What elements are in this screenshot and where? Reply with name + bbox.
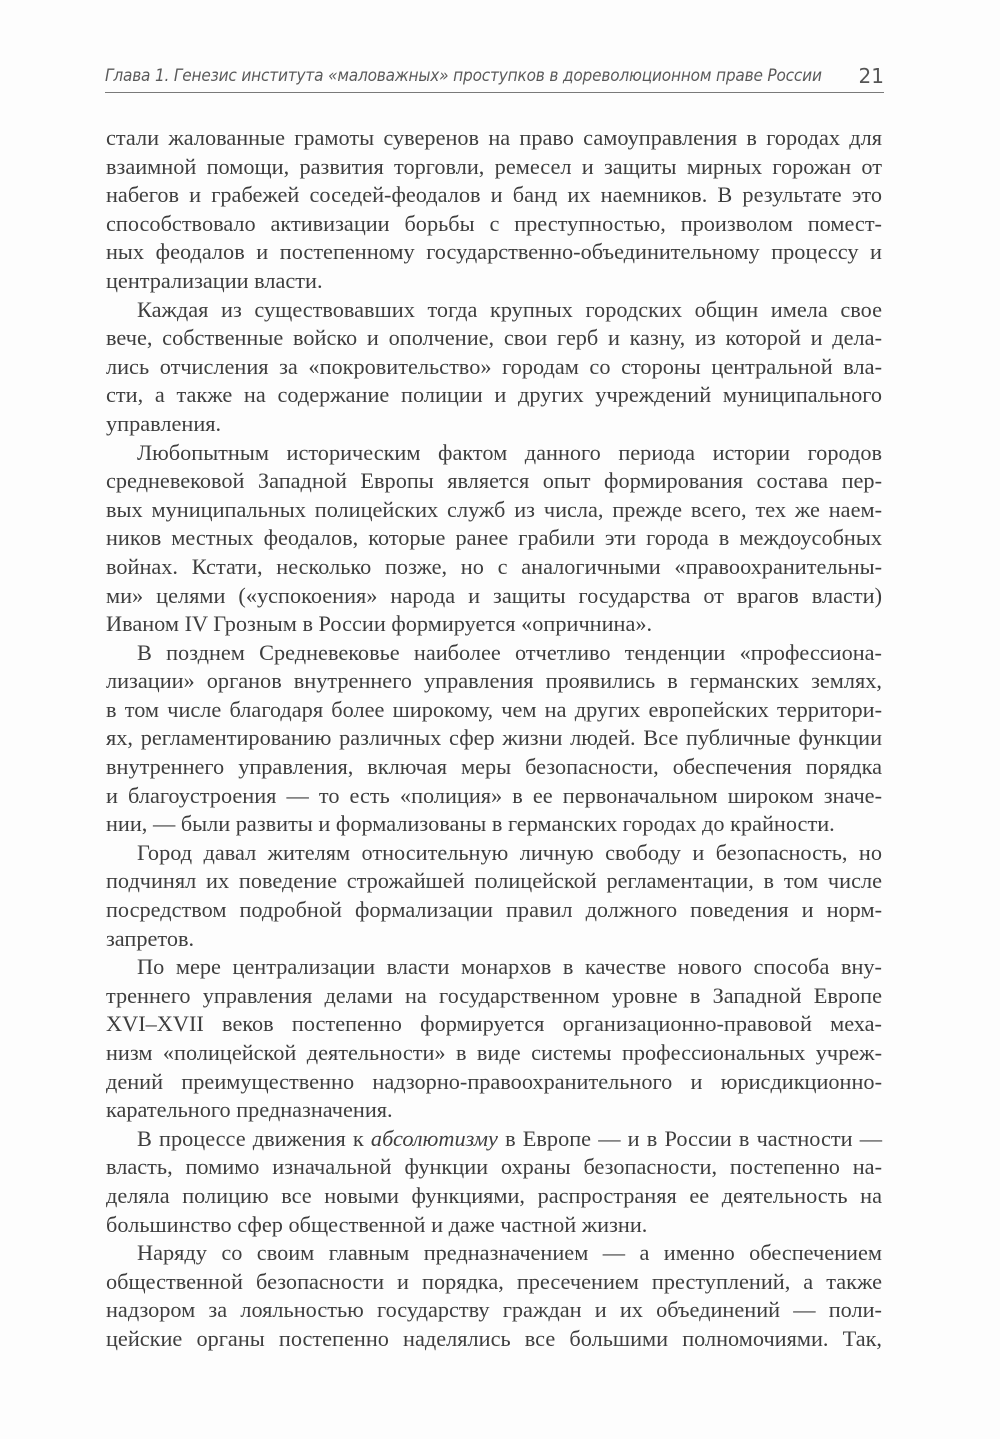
running-header [105,62,884,93]
text-line: внутреннего управления, включая меры безопасности, обеспечения порядка [106,754,882,780]
paragraph [106,439,882,639]
text-line: нии, — были развиты и формализованы в германских городах до крайности. [106,811,835,837]
text-line: централизации власти. [106,267,323,293]
text-line: Иваном IV Грозным в России формируется «опричнина». [106,611,653,637]
text-line: По мере централизации власти монархов в качестве нового способа вну- [137,954,882,980]
text-line: лись отчисления за «покровительство» городам со стороны центральной вла- [106,353,882,379]
text-line: в том числе благодаря более широкому, чем на других европейских территори- [106,696,882,722]
text-line: взаимной помощи, развития торговли, ремесел и защиты мирных горожан от [106,153,882,179]
text-line: вых муниципальных полицейских служб из числа, прежде всего, тех же наем- [106,496,882,522]
paragraph [106,639,882,839]
page-number: 21 [858,64,884,88]
text-line: цейские органы постепенно наделялись все большими полномочиями. Так, [106,1325,882,1351]
italic-term: абсолютизму [370,1125,498,1151]
text-line: ников местных феодалов, которые ранее грабили эти города в междоусобных [106,525,882,551]
text-line: стали жалованные грамоты суверенов на право самоуправления в городах для [106,125,882,150]
text-line: лизации» органов внутреннего управления проявились в германских землях, [106,668,882,694]
text-line: способствовало активизации борьбы с преступностью, произволом помест- [106,210,882,236]
text-line: Город давал жителям относительную личную свободу и безопасность, но [137,839,882,865]
text-line: Наряду со своим главным предназначением — а именно обеспечением [137,1240,882,1266]
text-line: посредством подробной формализации правил должного поведения и норм- [106,897,882,923]
text-line: карательного предназначения. [106,1097,393,1123]
text-line: подчинял их поведение строжайшей полицейской регламентации, в том числе [106,868,882,894]
text-line: В позднем Средневековье наиболее отчетливо тенденции «профессиона- [137,639,882,665]
body-text [106,124,882,1354]
chapter-title: Глава 1. Генезис института «маловажных» проступков в дореволюционном праве России [105,66,822,85]
text-line: средневековой Западной Европы является опыт формирования состава пер- [106,468,882,494]
text-line: большинство сфер общественной и даже частной жизни. [106,1211,648,1237]
text-line: вече, собственные войско и ополчение, свои герб и казну, из которой и дела- [106,325,882,351]
text-line: управления. [106,410,222,436]
paragraph [106,1239,882,1353]
text-line: низм «полицейской деятельности» в виде системы профессиональных учреж- [106,1040,882,1065]
text-line: деляла полицию все новыми функциями, распространяя ее деятельность на [106,1182,882,1208]
text-line: надзором за лояльностью государству граждан и их объединений — поли- [106,1297,882,1323]
text-line: набегов и грабежей соседей-феодалов и банд их наемников. В результате это [106,182,882,208]
text-line: ных феодалов и постепенному государственно-объединительному процессу и [106,239,882,265]
paragraph [106,953,882,1125]
paragraph [106,296,882,439]
text-line: сти, а также на содержание полиции и других учреждений муниципального [106,382,882,408]
paragraph [106,1125,882,1239]
text-line: войнах. Кстати, несколько позже, но с аналогичными «правоохранительны- [106,553,882,579]
text-line: ми» целями («успокоения» народа и защиты государства от врагов власти) [106,582,882,608]
text-line: треннего управления делами на государственном уровне в Западной Европе [106,982,882,1008]
paragraph [106,124,882,296]
text-line: Любопытным историческим фактом данного периода истории городов [137,439,882,465]
text-line: В процессе движения к абсолютизму в Европе — и в России в частности — [137,1125,883,1151]
text-line: общественной безопасности и порядка, пресечением преступлений, а также [106,1268,882,1294]
text-line: Каждая из существовавших тогда крупных городских общин имела свое [137,296,882,322]
text-line: власть, помимо изначальной функции охраны безопасности, постепенно на- [106,1154,882,1180]
text-line: ях, регламентированию различных сфер жизни людей. Все публичные функции [106,725,882,751]
text-line: и благоустроения — то есть «полиция» в ее первоначальном широком значе- [106,782,882,808]
paragraph [106,839,882,953]
text-line: дений преимущественно надзорно-правоохранительного и юрисдикционно- [106,1068,882,1094]
text-line: запретов. [106,925,195,951]
text-line: XVI–XVII веков постепенно формируется организационно-правовой меха- [106,1011,882,1037]
